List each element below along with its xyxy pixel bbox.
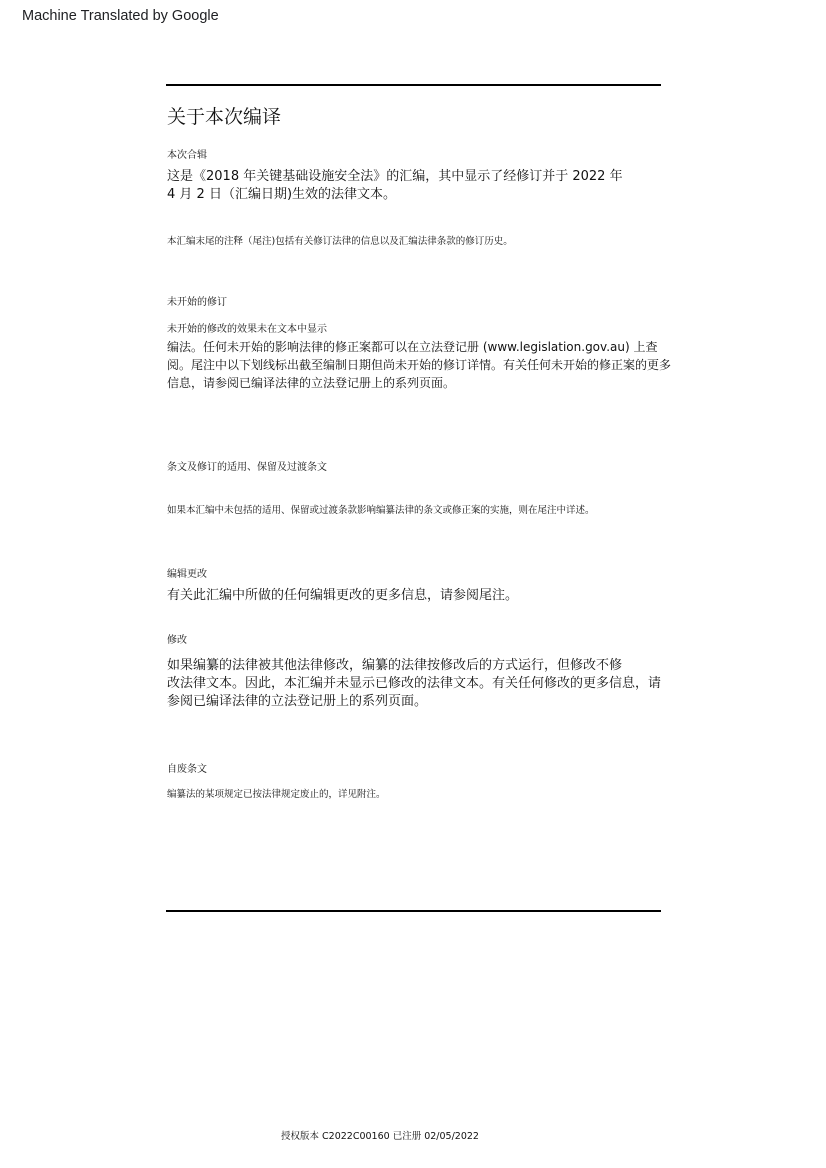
editorial-heading: 编辑更改	[167, 569, 207, 580]
uncommenced-body-line: 编法。任何未开始的影响法律的修正案都可以在立法登记册 (www.legislation.gov.au) 上查	[167, 340, 658, 354]
modifications-body-line: 参阅已编译法律的立法登记册上的系列页面。	[167, 694, 428, 709]
uncommenced-subheading: 未开始的修改的效果未在文本中显示	[167, 324, 327, 335]
uncommenced-body-line: 阅。尾注中以下划线标出截至编制日期但尚未开始的修订详情。有关任何未开始的修正案的更多	[167, 358, 672, 372]
application-body: 如果本汇编中未包括的适用、保留或过渡条款影响编纂法律的条文或修正案的实施，则在尾注中详述。	[167, 505, 595, 516]
page-footer: 授权版本 C2022C00160 已注册 02/05/2022	[281, 1131, 479, 1142]
compilation-body-line: 这是《2018 年关键基础设施安全法》的汇编，其中显示了经修订并于 2022 年	[167, 169, 623, 184]
modifications-body-line: 如果编纂的法律被其他法律修改，编纂的法律按修改后的方式运行，但修改不修	[167, 658, 623, 673]
application-heading: 条文及修订的适用、保留及过渡条文	[167, 462, 327, 473]
self-repealing-heading: 自废条文	[167, 764, 207, 775]
page-title: 关于本次编译	[167, 106, 282, 128]
editorial-body: 有关此汇编中所做的任何编辑更改的更多信息，请参阅尾注。	[167, 588, 519, 603]
modifications-body	[167, 657, 661, 711]
compilation-heading: 本次合辑	[167, 150, 207, 161]
modifications-heading: 修改	[167, 635, 187, 646]
endnotes-note: 本汇编末尾的注释（尾注)包括有关修订法律的信息以及汇编法律条款的修订历史。	[167, 236, 513, 247]
top-rule	[166, 84, 661, 86]
compilation-body-line: 4 月 2 日（汇编日期)生效的法律文本。	[167, 187, 397, 202]
modifications-body-line: 改法律文本。因此，本汇编并未显示已修改的法律文本。有关任何修改的更多信息，请	[167, 676, 662, 691]
uncommenced-body	[167, 338, 672, 392]
bottom-rule	[166, 910, 661, 912]
machine-translation-banner: Machine Translated by Google	[22, 8, 219, 24]
compilation-body	[167, 168, 661, 204]
self-repealing-body: 编纂法的某项规定已按法律规定废止的，详见附注。	[167, 789, 386, 800]
uncommenced-heading: 未开始的修订	[167, 297, 227, 308]
uncommenced-body-line: 信息，请参阅已编译法律的立法登记册上的系列页面。	[167, 376, 456, 390]
